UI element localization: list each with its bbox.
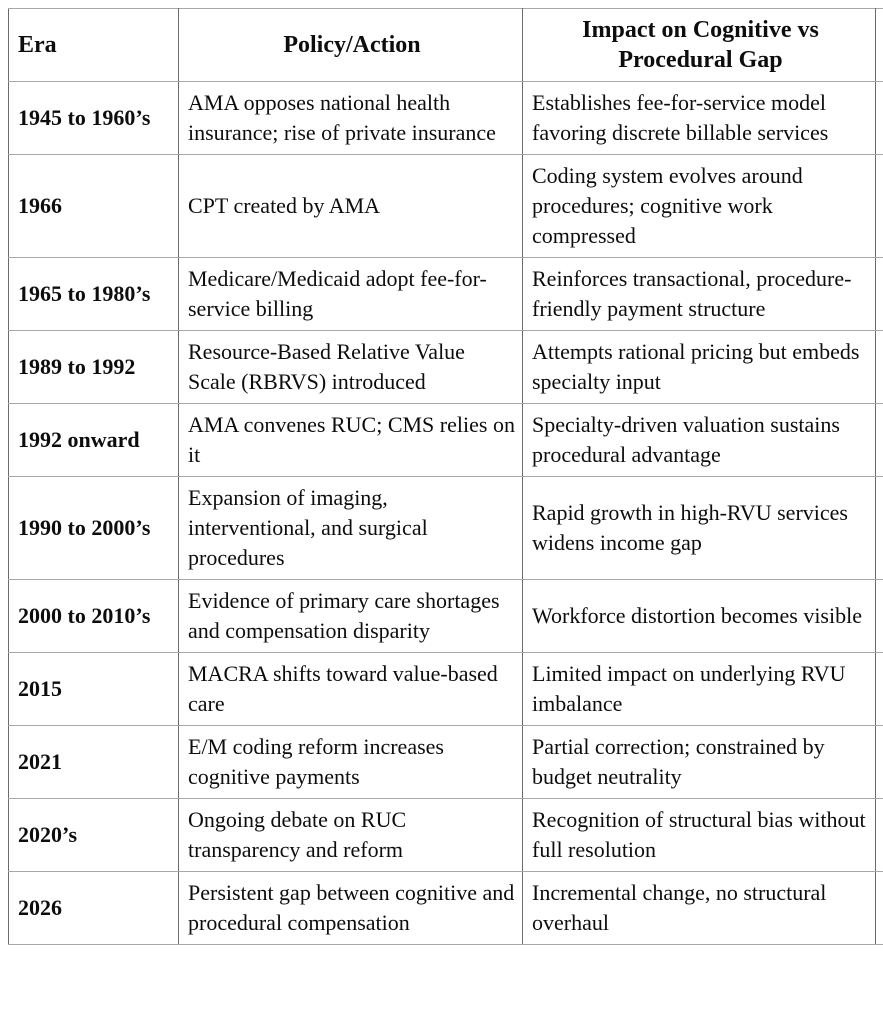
era-cell: 2000 to 2010’s [9,580,179,653]
impact-cell: Establishes fee-for-service model favoring discrete billable services [523,82,876,155]
impact-cell: Reinforces transactional, procedure-friendly payment structure [523,258,876,331]
impact-cell: Workforce distortion becomes visible [523,580,876,653]
table-row [9,331,883,404]
policy-cell: CPT created by AMA [179,155,523,258]
column-header-policy: Policy/Action [179,9,523,82]
empty-cell [876,580,883,653]
era-cell: 1989 to 1992 [9,331,179,404]
policy-cell: Medicare/Medicaid adopt fee-for-service billing [179,258,523,331]
impact-cell: Limited impact on underlying RVU imbalance [523,653,876,726]
empty-cell [876,331,883,404]
table-row [9,726,883,799]
empty-cell [876,653,883,726]
era-cell: 1965 to 1980’s [9,258,179,331]
policy-cell: MACRA shifts toward value-based care [179,653,523,726]
policy-cell: Ongoing debate on RUC transparency and reform [179,799,523,872]
table-row [9,799,883,872]
policy-history-table-container [8,8,883,945]
table-row [9,404,883,477]
policy-cell: E/M coding reform increases cognitive payments [179,726,523,799]
era-cell: 2015 [9,653,179,726]
empty-cell [876,258,883,331]
empty-cell [876,155,883,258]
table-row [9,258,883,331]
era-cell: 1945 to 1960’s [9,82,179,155]
table-row [9,580,883,653]
empty-cell [876,872,883,945]
era-cell: 2021 [9,726,179,799]
empty-cell [876,82,883,155]
table-row [9,477,883,580]
impact-cell: Recognition of structural bias without full resolution [523,799,876,872]
policy-cell: Resource-Based Relative Value Scale (RBRVS) introduced [179,331,523,404]
era-cell: 1992 onward [9,404,179,477]
era-cell: 1990 to 2000’s [9,477,179,580]
era-cell: 2020’s [9,799,179,872]
policy-cell: Evidence of primary care shortages and compensation disparity [179,580,523,653]
column-header-impact: Impact on Cognitive vs Procedural Gap [523,9,876,82]
era-cell: 2026 [9,872,179,945]
policy-cell: AMA opposes national health insurance; rise of private insurance [179,82,523,155]
impact-cell: Incremental change, no structural overhaul [523,872,876,945]
impact-cell: Partial correction; constrained by budget neutrality [523,726,876,799]
table-row [9,82,883,155]
empty-cell [876,799,883,872]
policy-cell: Expansion of imaging, interventional, and surgical procedures [179,477,523,580]
policy-cell: Persistent gap between cognitive and procedural compensation [179,872,523,945]
table-row [9,653,883,726]
impact-cell: Attempts rational pricing but embeds specialty input [523,331,876,404]
era-cell: 1966 [9,155,179,258]
empty-cell [876,404,883,477]
header-row [9,9,883,82]
empty-cell [876,726,883,799]
column-header-extra [876,9,883,82]
policy-cell: AMA convenes RUC; CMS relies on it [179,404,523,477]
column-header-era: Era [9,9,179,82]
policy-history-table [8,8,883,945]
impact-cell: Coding system evolves around procedures; cognitive work compressed [523,155,876,258]
empty-cell [876,477,883,580]
table-row [9,155,883,258]
impact-cell: Rapid growth in high-RVU services widens income gap [523,477,876,580]
impact-cell: Specialty-driven valuation sustains procedural advantage [523,404,876,477]
table-row [9,872,883,945]
